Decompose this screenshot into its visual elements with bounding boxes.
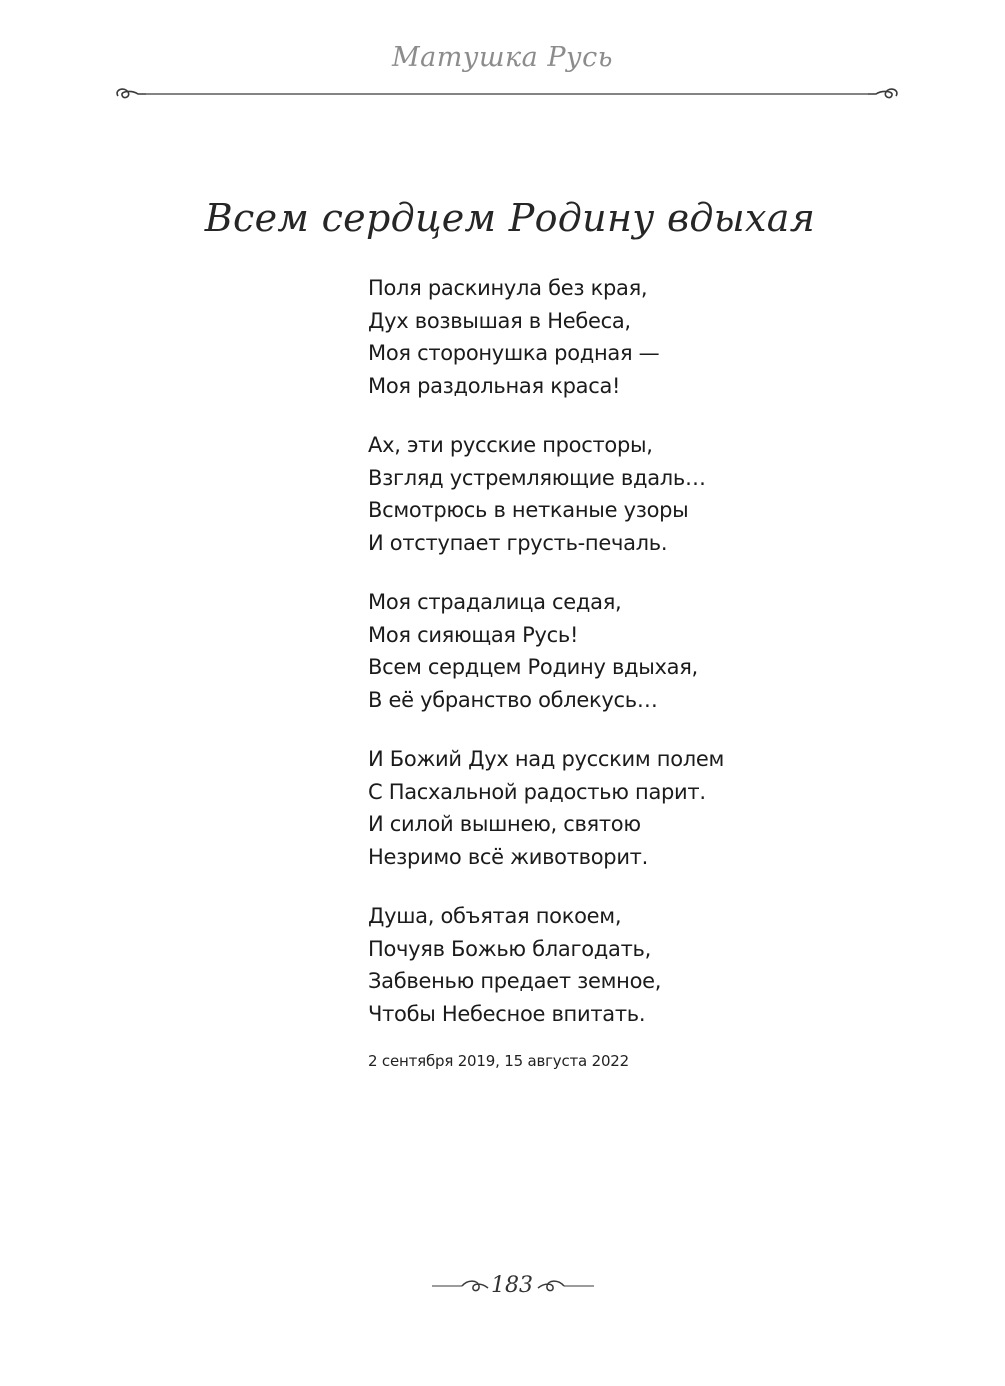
poem-line: Моя сторонушка родная — bbox=[368, 341, 660, 365]
poem-line: Моя сияющая Русь! bbox=[368, 622, 579, 647]
poem-line: Забвенью предает земное, bbox=[368, 969, 662, 993]
right-footer-flourish-icon bbox=[536, 1276, 594, 1296]
poem-line: И силой вышнею, святою bbox=[368, 812, 641, 836]
poem-line: Всем сердцем Родину вдыхая, bbox=[368, 655, 698, 679]
poem-line: Взгляд устремляющие вдаль… bbox=[368, 465, 706, 490]
poem-line: Душа, объятая покоем, bbox=[368, 904, 622, 928]
stanza bbox=[368, 743, 888, 873]
poem-line: Моя раздольная краса! bbox=[368, 373, 621, 398]
poem-line: Чтобы Небесное впитать. bbox=[368, 1001, 646, 1026]
left-footer-flourish-icon bbox=[432, 1276, 490, 1296]
poem-line: Всмотрюсь в нетканые узоры bbox=[368, 498, 689, 522]
page-footer bbox=[0, 1268, 1005, 1304]
poem-line: В её убранство облекусь… bbox=[368, 687, 658, 712]
poem-title: Всем сердцем Родину вдыхая bbox=[204, 196, 816, 240]
stanza bbox=[368, 429, 888, 559]
page-number: 183 bbox=[491, 1273, 533, 1298]
poem-body bbox=[368, 272, 888, 1057]
stanza bbox=[368, 272, 888, 402]
poem-line: Поля раскинула без края, bbox=[368, 276, 648, 300]
poem-line: Дух возвышая в Небеса, bbox=[368, 308, 631, 333]
stanza bbox=[368, 586, 888, 716]
stanza bbox=[368, 900, 888, 1030]
left-flourish-icon bbox=[117, 89, 146, 98]
right-flourish-icon bbox=[868, 89, 897, 98]
page-header bbox=[0, 0, 1005, 120]
poem-line: Незримо всё животворит. bbox=[368, 844, 648, 869]
poem-line: И отступает грусть-печаль. bbox=[368, 530, 668, 555]
poem-line: Ах, эти русские просторы, bbox=[368, 433, 653, 457]
poem-line: Почуяв Божью благодать, bbox=[368, 936, 651, 961]
poem-line: С Пасхальной радостью парит. bbox=[368, 779, 706, 804]
poem-date: 2 сентября 2019, 15 августа 2022 bbox=[368, 1052, 629, 1070]
poem-line: Моя страдалица седая, bbox=[368, 590, 622, 614]
running-title: Матушка Русь bbox=[391, 42, 614, 73]
header-ornament-rule bbox=[112, 82, 902, 106]
poem-line: И Божий Дух над русским полем bbox=[368, 747, 725, 771]
